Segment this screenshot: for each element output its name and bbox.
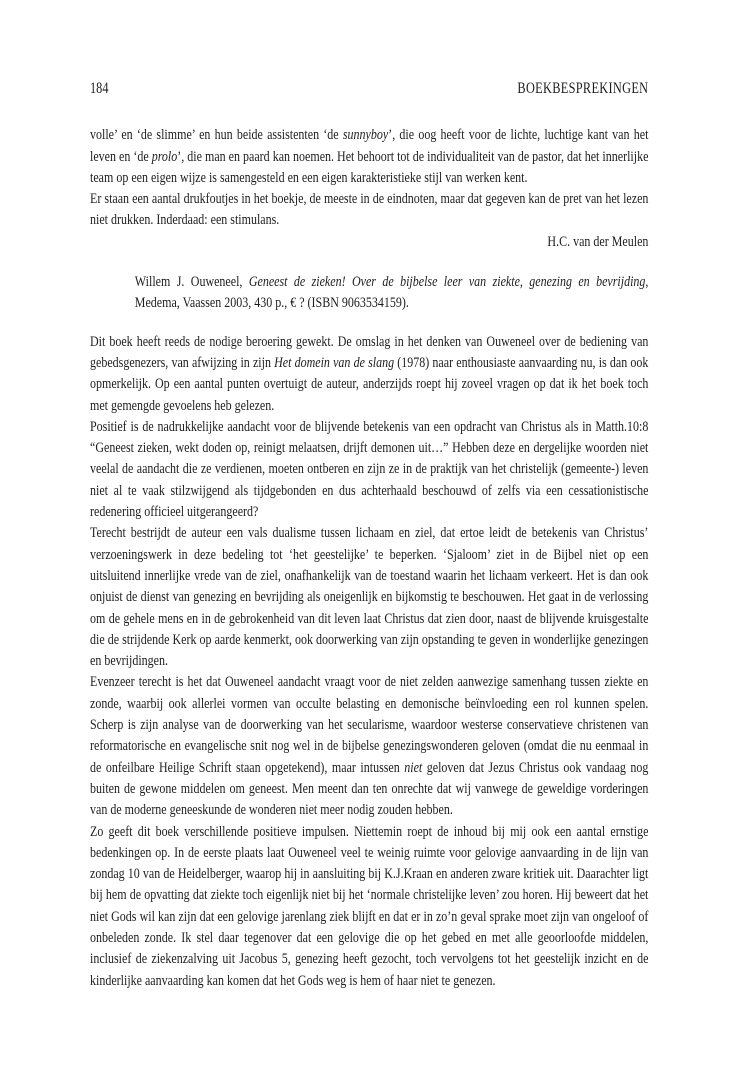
text-run: Terecht bestrijdt de auteur een vals dualisme tussen lichaam en ziel, dat ertoe leidt de betekenis van Christus’ verzoeningswerk in deze bedeling tot ‘het geestelijke’ te beperken. ‘Sjaloom’ ziet in de Bijbel niet op een uitsluitend innerlijke vrede van de ziel, onafhankelijk van de toestand waarin het lichaam verkeert. Het is dan ook onjuist de dienst van genezing en bevrijding als oneigenlijk en bijkomstig te beschouwen. Het gaat in de verlossing om de gehele mens en in de gebrokenheid van dit leven laat Christus dat zien door, naast de blijvende kruisgestalte die de strijdende Kerk op aarde kenmerkt, ook doorwerking van zijn opstanding te geven in wonderlijke genezingen en bevrijdingen. bbox=[90, 525, 649, 670]
text-run: ’, die man en paard kan noemen. Het behoort tot de individualiteit van de pastor, dat het innerlijke team op een eigen wijze is samengesteld en een eigen karakteristieke stijl van werken kent. bbox=[90, 148, 649, 186]
text-run: Er staan een aantal drukfoutjes in het boekje, de meeste in de eindnoten, maar dat gegeven kan de pret van het lezen niet drukken. Inderdaad: een stimulans. bbox=[90, 191, 649, 229]
running-title: BOEKBESPREKINGEN bbox=[517, 80, 649, 97]
page-content bbox=[90, 78, 648, 992]
text-run: Zo geeft dit boek verschillende positieve impulsen. Niettemin roept de inhoud bij mij ook een aantal ernstige bedenkingen op. In de eerste plaats laat Ouweneel veel te weinig ruimte voor gelovige aanvaarding in de lijn van zondag 10 van de Heidelberger, waarop hij in aansluiting bij K.J.Kraan en anderen zware kritiek uit. Daarachter ligt bij hem de opvatting dat ziekte toch eigenlijk niet bij het ‘normale christelijke leven’ zou horen. Hij beweert dat het niet Gods wil kan zijn dat een gelovige jarenlang ziek blijft en dat er in zo’n geval sprake moet zijn van ongeloof of onbeleden zonde. Ik stel daar tegenover dat een gelovige die op het gebed en met alle geoorloofde middelen, inclusief de ziekenzalving uit Jacobus 5, genezing heeft gezocht, toch vervolgens tot het geestelijk inzicht en de kinderlijke aanvaarding kan komen dat het Gods weg is hem of haar niet te genezen. bbox=[90, 823, 649, 989]
review-paragraph-5 bbox=[90, 822, 648, 992]
review-paragraph-1 bbox=[90, 332, 648, 417]
italic-text-run: Geneest de zieken! Over de bijbelse leer van ziekte, genezing en bevrijding bbox=[248, 274, 646, 291]
page-number: 184 bbox=[90, 80, 109, 97]
review-paragraph-3 bbox=[90, 523, 648, 672]
text-run: Evenzeer terecht is het dat Ouweneel aandacht vraagt voor de niet zelden aanwezige samenhang tussen ziekte en zonde, waarbij ook allerlei vormen van occulte belasting en demonische beïnvloeding een rol kunnen spelen. Scherp is zijn analyse van de doorwerking van het secularisme, waardoor westerse conservatieve christenen van reformatorische en evangelische snit nog wel in de bijbelse genezingswonderen geloven (omdat die nu eenmaal in de onfeilbare Heilige Schrift staan opgetekend), maar intussen bbox=[90, 674, 649, 776]
running-header bbox=[90, 78, 648, 99]
text-run: volle’ en ‘de slimme’ en hun beide assistenten ‘de bbox=[90, 127, 343, 144]
previous-review-closing-paragraph bbox=[90, 125, 648, 189]
italic-text-run: sunnyboy bbox=[342, 127, 389, 144]
italic-text-run: prolo bbox=[151, 148, 178, 165]
previous-review-errata-paragraph bbox=[90, 189, 648, 232]
text-run: geloven dat Jezus Christus ook vandaag nog buiten de gewone middelen om geneest. Men meent dan ten onrechte dat wij vanwege de geweldige vorderingen van de moderne geneeskunde de wonderen niet meer nodig zouden hebben. bbox=[90, 759, 649, 819]
text-run: Positief is de nadrukkelijke aandacht voor de blijvende betekenis van een opdracht van Christus als in Matth.10:8 “Geneest zieken, wekt doden op, reinigt melaatsen, drijft demonen uit…” Hebben deze en dergelijke woorden niet veelal de aandacht die ze verdienen, moeten ontberen en zijn ze in de praktijk van het christelijk (gemeente-) leven niet al te vaak stilzwijgend als tijdgebonden en dus achterhaald beschouwd of zelfs via een cessationistische redenering officieel uitgerangeerd? bbox=[90, 418, 649, 521]
text-run: , Medema, Vaassen 2003, 430 p., € ? (ISBN 9063534159). bbox=[134, 274, 649, 312]
italic-text-run: Het domein van de slang bbox=[274, 354, 395, 371]
book-citation bbox=[90, 272, 648, 315]
text-run: ’, die oog heeft voor de lichte, luchtige kant van het leven en ‘de bbox=[90, 127, 649, 165]
text-run: (1978) naar enthousiaste aanvaarding nu, is dan ook opmerkelijk. Op een aantal punten overtuigt de auteur, anderzijds roept hij zoveel vragen op dat ik het boek toch met gemengde gevoelens heb gelezen. bbox=[90, 354, 649, 414]
review-paragraph-2 bbox=[90, 417, 648, 523]
italic-text-run: niet bbox=[404, 759, 423, 776]
text-run: Dit boek heeft reeds de nodige beroering gewekt. De omslag in het denken van Ouweneel over de bediening van gebedsgenezers, van afwijzing in zijn bbox=[90, 333, 649, 371]
text-run: Willem J. Ouweneel, bbox=[134, 274, 249, 291]
reviewer-signature: H.C. van der Meulen bbox=[547, 233, 649, 250]
review-paragraph-4 bbox=[90, 672, 648, 821]
